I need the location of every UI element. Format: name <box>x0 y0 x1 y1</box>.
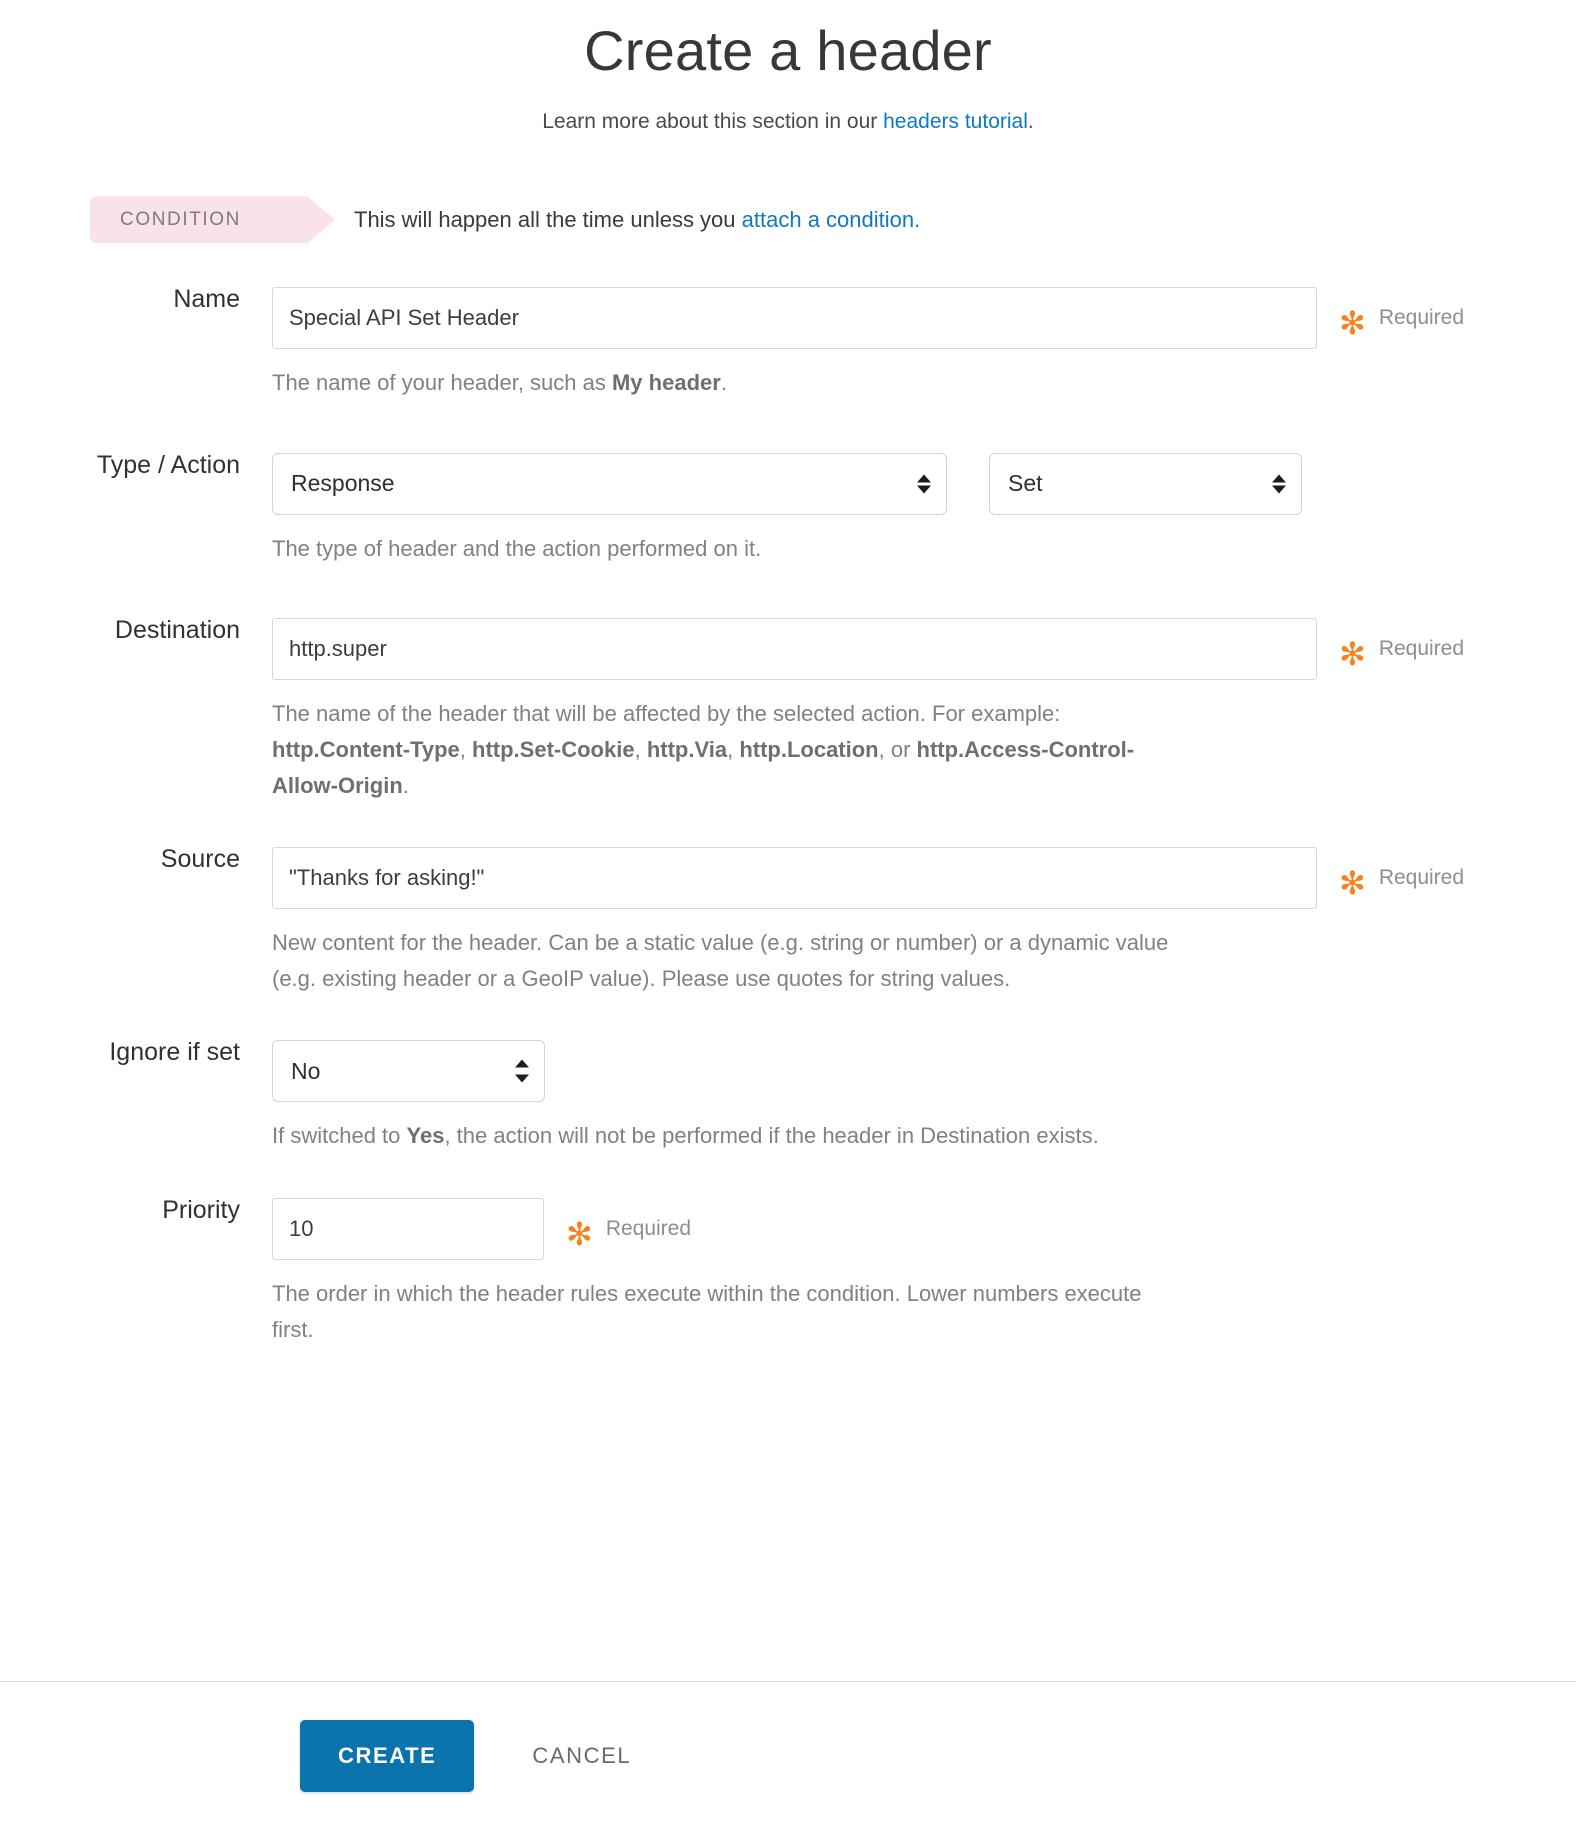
page-title: Create a header <box>584 19 992 82</box>
destination-control <box>272 618 1576 680</box>
field-row-destination <box>0 618 1576 680</box>
destination-help-text <box>272 680 1172 803</box>
dest-help-bold5: http.Access-Control-Allow-Origin <box>272 736 1135 798</box>
form-actions <box>300 1720 661 1792</box>
condition-row <box>0 196 1576 243</box>
required-label: Required <box>605 1217 692 1241</box>
ignore-if-set-control <box>272 1040 1576 1102</box>
destination-input[interactable] <box>272 618 1317 680</box>
dest-help-end: . <box>402 772 409 798</box>
ignore-if-set-label: Ignore if set <box>109 1038 240 1067</box>
source-required-marker: ✻ Required <box>1339 865 1465 902</box>
dest-help-sep3: , <box>727 736 740 762</box>
field-row-source <box>0 847 1576 909</box>
create-button[interactable]: CREATE <box>300 1720 474 1792</box>
dest-help-bold3: http.Via <box>646 736 728 762</box>
dest-help-part1: The name of the header that will be affected by the selected action. For example: <box>272 701 1061 727</box>
dest-help-sep1: , <box>459 736 473 762</box>
name-input[interactable] <box>272 287 1317 349</box>
type-select-wrap <box>272 453 947 515</box>
condition-description <box>354 207 920 233</box>
priority-label: Priority <box>162 1196 240 1225</box>
footer-divider <box>0 1681 1576 1682</box>
name-help-bold: My header <box>611 370 721 396</box>
cancel-button[interactable]: CANCEL <box>502 1720 661 1792</box>
name-help-part2: . <box>720 370 727 396</box>
priority-required-marker: ✻ Required <box>566 1216 692 1253</box>
page-subtitle <box>0 110 1576 134</box>
headers-tutorial-link[interactable]: headers tutorial <box>883 110 1028 134</box>
field-row-priority <box>0 1198 1576 1260</box>
field-row-ignore-if-set <box>0 1040 1576 1102</box>
ignore-if-set-select-wrap <box>272 1040 545 1102</box>
dest-help-bold2: http.Set-Cookie <box>472 736 635 762</box>
attach-condition-link[interactable]: attach a condition. <box>741 206 921 232</box>
subtitle-text: Learn more about this section in our <box>542 110 884 134</box>
dest-help-bold4: http.Location <box>739 736 879 762</box>
dest-help-sep4: , or <box>878 736 917 762</box>
condition-badge: CONDITION <box>90 196 308 243</box>
priority-control <box>272 1198 1576 1260</box>
required-label: Required <box>1378 637 1465 661</box>
field-row-name <box>0 287 1576 349</box>
name-help-part1: The name of your header, such as <box>272 370 612 396</box>
dest-help-bold1: http.Content-Type <box>272 736 460 762</box>
name-help-text <box>272 349 1172 401</box>
ignore-help-part1: If switched to <box>272 1123 407 1149</box>
ignore-help-bold: Yes <box>406 1123 445 1149</box>
dest-help-sep2: , <box>634 736 647 762</box>
name-label: Name <box>173 285 240 314</box>
destination-label: Destination <box>114 616 240 645</box>
action-select[interactable]: Set <box>989 453 1302 515</box>
destination-required-marker: ✻ Required <box>1339 636 1465 673</box>
source-control <box>272 847 1576 909</box>
required-label: Required <box>1378 866 1465 890</box>
name-required-marker: ✻ Required <box>1339 305 1465 342</box>
header-form <box>0 287 1576 1347</box>
priority-help-text: The order in which the header rules execute within the condition. Lower numbers execute first. <box>272 1281 1142 1342</box>
ignore-if-set-help-text <box>272 1102 1172 1154</box>
source-help-text: New content for the header. Can be a static value (e.g. string or number) or a dynamic value (e.g. existing header or a GeoIP value). Please use quotes for string values. <box>272 930 1169 991</box>
type-action-label: Type / Action <box>96 450 240 479</box>
type-select[interactable]: Response <box>272 453 947 515</box>
condition-text: This will happen all the time unless you <box>354 206 742 232</box>
source-label: Source <box>160 845 240 874</box>
name-control <box>272 287 1576 349</box>
action-select-wrap <box>989 453 1302 515</box>
ignore-help-part2: , the action will not be performed if the header in Destination exists. <box>444 1123 1099 1149</box>
ignore-if-set-select[interactable]: No <box>272 1040 545 1102</box>
type-action-help-text: The type of header and the action performed on it. <box>272 535 762 561</box>
field-row-type-action <box>0 450 1576 515</box>
type-action-control <box>272 453 1576 515</box>
subtitle-suffix: . <box>1027 110 1034 134</box>
source-input[interactable] <box>272 847 1317 909</box>
required-label: Required <box>1378 306 1465 330</box>
priority-input[interactable] <box>272 1198 544 1260</box>
